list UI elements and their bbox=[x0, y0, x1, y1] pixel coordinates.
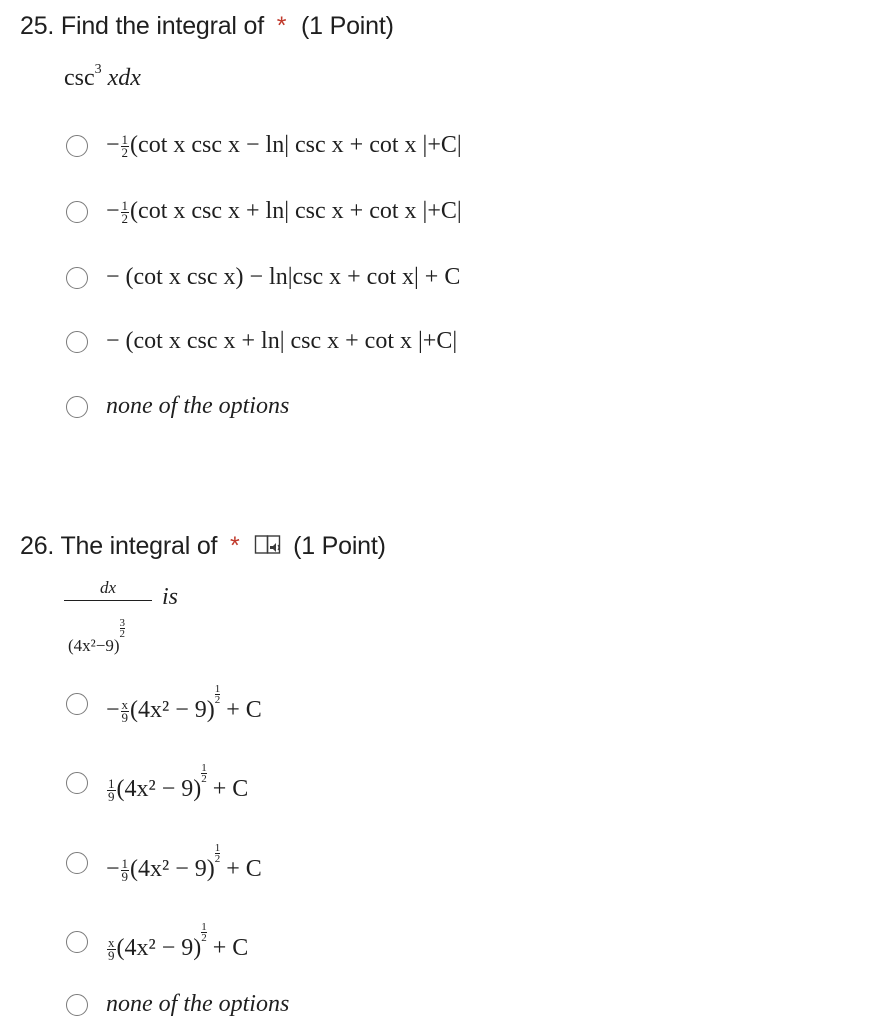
q26-option-2[interactable] bbox=[66, 763, 248, 803]
required-asterisk: * bbox=[276, 12, 287, 40]
radio-button[interactable] bbox=[66, 331, 88, 353]
option-expression: (cot x csc x + ln| csc x + cot x |+C| bbox=[130, 198, 462, 224]
option-fraction bbox=[107, 934, 116, 963]
exponent-numerator: 1 bbox=[214, 842, 221, 854]
option-text bbox=[106, 198, 462, 225]
exponent-denominator: 2 bbox=[214, 694, 221, 706]
fraction-denominator: 2 bbox=[121, 210, 129, 226]
option-sign: − bbox=[106, 697, 120, 723]
immersive-reader-icon[interactable] bbox=[254, 533, 284, 557]
fraction-denominator: 2 bbox=[121, 144, 129, 160]
radio-button[interactable] bbox=[66, 994, 88, 1016]
q25-option-1[interactable] bbox=[66, 132, 462, 159]
exponent-denominator: 2 bbox=[201, 932, 207, 944]
option-text bbox=[106, 684, 262, 724]
prompt-denominator bbox=[68, 618, 125, 656]
exponent-numerator: 1 bbox=[214, 683, 221, 695]
option-fraction bbox=[121, 855, 130, 884]
fraction-numerator: x bbox=[108, 934, 115, 950]
question-25-title bbox=[20, 12, 394, 41]
option-fraction bbox=[107, 775, 116, 804]
points-label: (1 Point) bbox=[293, 532, 386, 560]
question-text: Find the integral of bbox=[60, 12, 264, 40]
option-constant: + C bbox=[226, 697, 262, 723]
fraction-denominator: 9 bbox=[108, 788, 115, 804]
radio-button[interactable] bbox=[66, 772, 88, 794]
q26-option-3[interactable] bbox=[66, 843, 262, 883]
option-text: − (cot x csc x) − ln|csc x + cot x| + C bbox=[106, 264, 461, 290]
exponent-numerator: 3 bbox=[119, 617, 126, 629]
option-text bbox=[106, 132, 462, 159]
question-number: 26. bbox=[20, 532, 55, 560]
prompt-is: is bbox=[162, 584, 179, 610]
option-exponent bbox=[201, 763, 207, 784]
radio-button[interactable] bbox=[66, 267, 88, 289]
prompt-denominator-base: (4x²−9) bbox=[68, 636, 120, 655]
option-constant: + C bbox=[212, 776, 249, 802]
option-fraction bbox=[121, 696, 130, 725]
option-expression: (4x² − 9) bbox=[116, 776, 202, 802]
radio-button[interactable] bbox=[66, 693, 88, 715]
question-number: 25. bbox=[20, 12, 55, 40]
radio-button[interactable] bbox=[66, 931, 88, 953]
q25-option-4[interactable] bbox=[66, 328, 457, 355]
exponent-numerator: 1 bbox=[201, 762, 207, 774]
fraction-numerator: 1 bbox=[108, 775, 115, 791]
option-text bbox=[106, 991, 289, 1018]
option-fraction bbox=[121, 131, 130, 160]
option-constant: + C bbox=[226, 856, 262, 882]
exponent-numerator: 1 bbox=[201, 921, 207, 933]
q26-option-5[interactable] bbox=[66, 991, 289, 1018]
fraction-numerator: 1 bbox=[121, 131, 129, 147]
fraction-denominator: 9 bbox=[121, 709, 129, 725]
prompt-numerator: dx bbox=[100, 578, 117, 597]
fraction-numerator: 1 bbox=[121, 197, 129, 213]
option-exponent bbox=[215, 684, 221, 705]
option-none-text: none of the options bbox=[106, 393, 290, 419]
prompt-xdx: xdx bbox=[107, 65, 141, 91]
option-fraction bbox=[121, 197, 130, 226]
option-expression: (4x² − 9) bbox=[130, 697, 215, 723]
prompt-fraction-bar bbox=[64, 600, 152, 601]
option-none-text: none of the options bbox=[106, 991, 290, 1017]
option-expression: (4x² − 9) bbox=[116, 935, 202, 961]
fraction-numerator: x bbox=[121, 696, 129, 712]
option-constant: + C bbox=[212, 935, 249, 961]
prompt-csc: csc bbox=[64, 65, 95, 91]
option-expression: (cot x csc x − ln| csc x + cot x |+C| bbox=[130, 132, 462, 158]
option-exponent bbox=[201, 922, 207, 943]
option-exponent bbox=[215, 843, 221, 864]
q26-option-4[interactable] bbox=[66, 922, 248, 962]
question-text: The integral of bbox=[60, 532, 218, 560]
option-sign: − bbox=[106, 856, 120, 882]
required-asterisk: * bbox=[230, 532, 240, 560]
points-label: (1 Point) bbox=[301, 12, 394, 40]
question-25-prompt bbox=[64, 62, 141, 92]
exponent-denominator: 2 bbox=[214, 853, 221, 865]
fraction-denominator: 9 bbox=[108, 947, 115, 963]
radio-button[interactable] bbox=[66, 396, 88, 418]
radio-button[interactable] bbox=[66, 201, 88, 223]
option-text: − (cot x csc x + ln| csc x + cot x |+C| bbox=[106, 328, 458, 354]
q25-option-5[interactable] bbox=[66, 393, 289, 420]
option-text bbox=[106, 393, 289, 420]
option-text bbox=[106, 763, 248, 803]
prompt-denominator-exponent bbox=[120, 618, 126, 639]
radio-button[interactable] bbox=[66, 852, 88, 874]
fraction-denominator: 9 bbox=[121, 868, 129, 884]
exponent-denominator: 2 bbox=[119, 628, 126, 640]
option-expression: (4x² − 9) bbox=[130, 856, 215, 882]
q26-option-1[interactable] bbox=[66, 684, 262, 724]
question-26-title bbox=[20, 532, 386, 561]
fraction-numerator: 1 bbox=[121, 855, 129, 871]
option-sign: − bbox=[106, 132, 120, 158]
option-text bbox=[106, 922, 248, 962]
option-text bbox=[106, 843, 262, 883]
prompt-exponent: 3 bbox=[94, 62, 102, 77]
q25-option-2[interactable] bbox=[66, 198, 462, 225]
exponent-denominator: 2 bbox=[201, 773, 207, 785]
option-sign: − bbox=[106, 198, 120, 224]
q25-option-3[interactable] bbox=[66, 264, 460, 291]
radio-button[interactable] bbox=[66, 135, 88, 157]
